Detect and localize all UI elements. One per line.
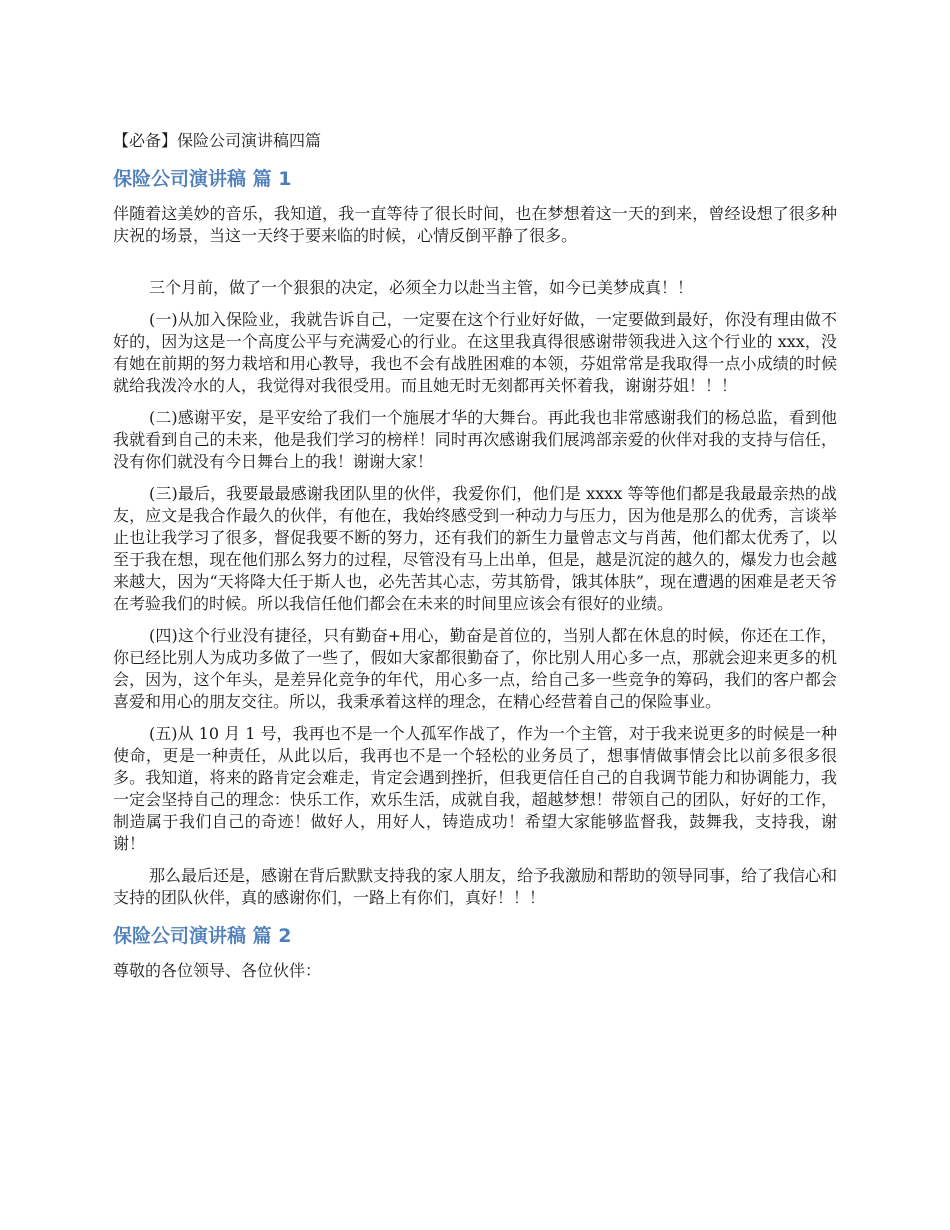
section-heading-2: 保险公司演讲稿 篇 2 [113,925,292,947]
paragraph: (五)从 10 月 1 号，我再也不是一个人孤军作战了，作为一个主管，对于我来说更多的时候是一种使命，更是一种责任，从此以后，我再也不是一个轻松的业务员了，想事情做事情会比以前多很多很多。我知道，将来的路肯定会难走，肯定会遇到挫折，但我更信任自己的自我调节能力和协调能力，我一定会坚持自己的理念：快乐工作，欢乐生活，成就自我，超越梦想！带领自己的团队，好好的工作，制造属于我们自己的奇迹！做好人，用好人，铸造成功！希望大家能够监督我，鼓舞我，支持我，谢谢！ [113,724,837,853]
paragraph: (一)从加入保险业，我就告诉自己，一定要在这个行业好好做，一定要做到最好，你没有理由做不好的，因为这是一个高度公平与充满爱心的行业。在这里我真得很感谢带领我进入这个行业的 xxx，没有她在前期的努力栽培和用心教导，我也不会有战胜困难的本领，芬姐常常是我取得一点小成绩的时候就给我泼冷水的人，我觉得对我很受用。而且她无时无刻都再关怀着我，谢谢芬姐！！！ [113,310,837,395]
paragraph: (四)这个行业没有捷径，只有勤奋+用心，勤奋是首位的，当别人都在休息的时候，你还在工作，你已经比别人为成功多做了一些了，假如大家都很勤奋了，你比别人用心多一点，那就会迎来更多的机会，因为，这个年头，是差异化竞争的年代，用心多一点，给自己多一些竞争的筹码，我们的客户都会喜爱和用心的朋友交往。所以，我秉承着这样的理念，在精心经营着自己的保险事业。 [113,626,837,711]
section-heading-1: 保险公司演讲稿 篇 1 [113,168,292,190]
paragraph: 尊敬的各位领导、各位伙伴： [113,961,322,980]
paragraph: 那么最后还是，感谢在背后默默支持我的家人朋友，给予我激励和帮助的领导同事，给了我信心和支持的团队伙伴，真的感谢你们，一路上有你们，真好！！！ [113,866,838,907]
document-title: 【必备】保险公司演讲稿四篇 [113,131,322,150]
paragraph: (三)最后，我要最最感谢我团队里的伙伴，我爱你们，他们是 xxxx 等等他们都是我最最亲热的战友，应文是我合作最久的伙伴，有他在，我始终感受到一种动力与压力，因为他是那么的优秀，言谈举止也让我学习了很多，督促我要不断的努力，还有我们的新生力量曾志文与肖茜，他们都太优秀了，以至于我在想，现在他们那么努力的过程，尽管没有马上出单，但是，越是沉淀的越久的，爆发力也会越来越大，因为“天将降大任于斯人也，必先苦其心志，劳其筋骨，饿其体肤”，现在遭遇的困难是老天爷在考验我们的时候。所以我信任他们都会在未来的时间里应该会有很好的业绩。 [113,484,837,613]
paragraph: (二)感谢平安，是平安给了我们一个施展才华的大舞台。再此我也非常感谢我们的杨总监，看到他我就看到自己的未来，他是我们学习的榜样！同时再次感谢我们展鸿部亲爱的伙伴对我的支持与信任，没有你们就没有今日舞台上的我！谢谢大家！ [113,408,837,471]
paragraph: 伴随着这美妙的音乐，我知道，我一直等待了很长时间，也在梦想着这一天的到来，曾经设想了很多种庆祝的场景，当这一天终于要来临的时候，心情反倒平静了很多。 [113,204,837,245]
paragraph: 三个月前，做了一个狠狠的决定，必须全力以赴当主管，如今已美梦成真！！ [149,278,694,297]
